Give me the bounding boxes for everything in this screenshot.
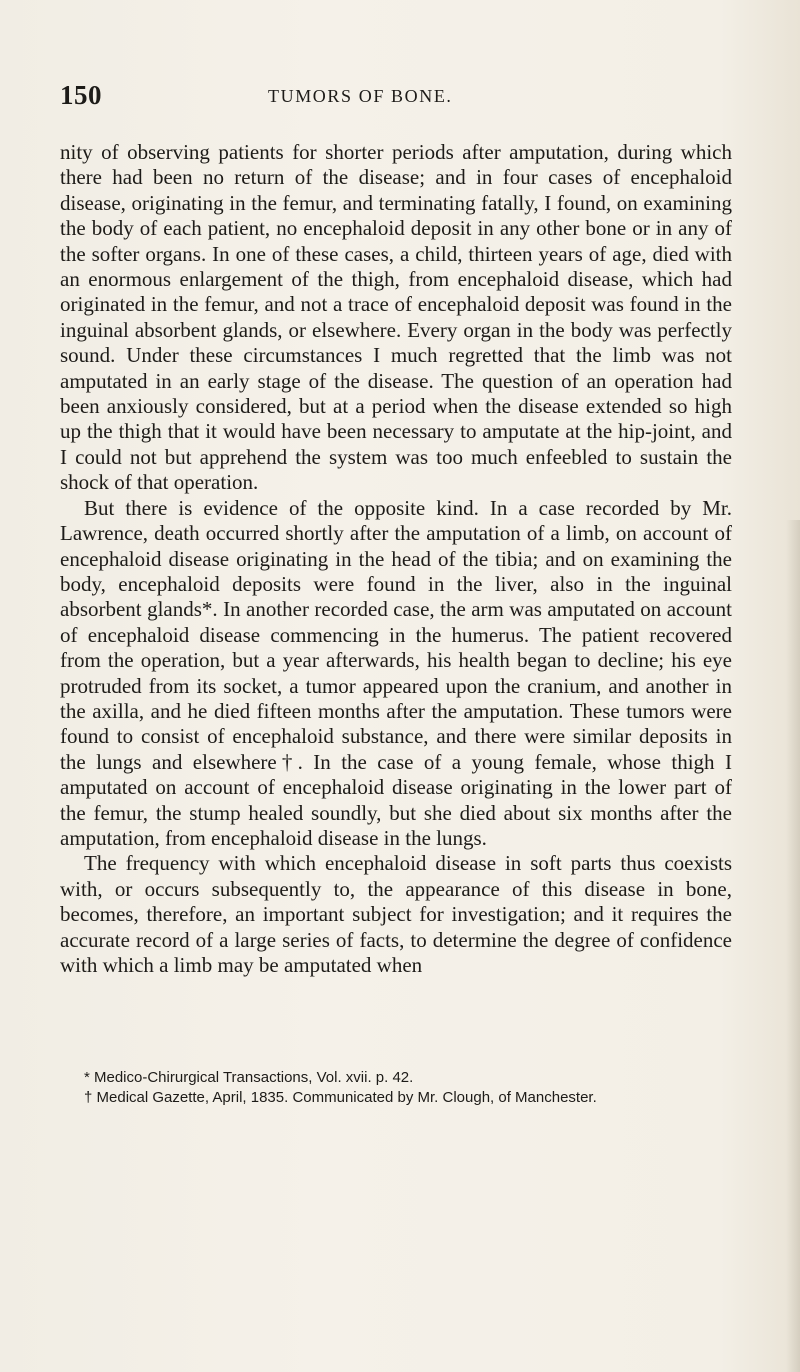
paragraph-continued: nity of observing patients for shorter periods after amputation, during which there had been no return of the disease; and in four cases of encephaloid disease, originating in the femur, and terminating fatally, I found, on examining the body of each patient, no encephaloid deposit in any other bone or in any of the softer organs. In one of these cases, a child, thirteen years of age, died with an enormous enlargement of the thigh, from encephaloid disease, which had originated in the femur, and not a trace of encephaloid deposit was found in the inguinal absorbent glands, or elsewhere. Every organ in the body was perfectly sound. Under these circumstances I much regretted that the limb was not amputated in an early stage of the disease. The question of an operation had been anxiously considered, but at a period when the disease extended so high up the thigh that it would have been necessary to amputate at the hip-joint, and I could not but apprehend the system was too much enfeebled to sustain the shock of that operation. bbox=[60, 140, 732, 495]
running-head: TUMORS OF BONE. bbox=[268, 86, 453, 106]
page-header bbox=[60, 80, 730, 116]
footnote-dagger: † Medical Gazette, April, 1835. Communicated by Mr. Clough, of Manchester. bbox=[84, 1089, 597, 1106]
paragraph-opposite-evidence: But there is evidence of the opposite kind. In a case recorded by Mr. Lawrence, death occurred shortly after the amputation of a limb, on account of encephaloid disease originating in the head of the tibia; and on examining the body, encephaloid deposits were found in the liver, also in the inguinal absorbent glands*. In another recorded case, the arm was amputated on account of encephaloid disease commencing in the humerus. The patient recovered from the operation, but a year afterwards, his health began to decline; his eye protruded from its socket, a tumor appeared upon the cranium, and another in the axilla, and he died fifteen months after the amputation. These tumors were found to consist of encephaloid substance, and there were similar deposits in the lungs and elsewhere†. In the case of a young female, whose thigh I amputated on account of encephaloid disease originating in the lower part of the femur, the stump healed soundly, but she died about six months after the amputation, from encephaloid disease in the lungs. bbox=[60, 495, 732, 850]
footnotes bbox=[60, 1068, 750, 1108]
page-edge-shadow bbox=[786, 520, 800, 1372]
paragraph-frequency: The frequency with which encephaloid disease in soft parts thus coexists with, or occurs subsequently to, the appearance of this disease in bone, becomes, therefore, an important subject for investigation; and it requires the accurate record of a large series of facts, to determine the degree of confidence with which a limb may be amputated when bbox=[60, 851, 732, 977]
page-number: 150 bbox=[60, 80, 102, 110]
body-text bbox=[60, 140, 732, 978]
footnote-asterisk: * Medico-Chirurgical Transactions, Vol. xvii. p. 42. bbox=[84, 1069, 414, 1086]
